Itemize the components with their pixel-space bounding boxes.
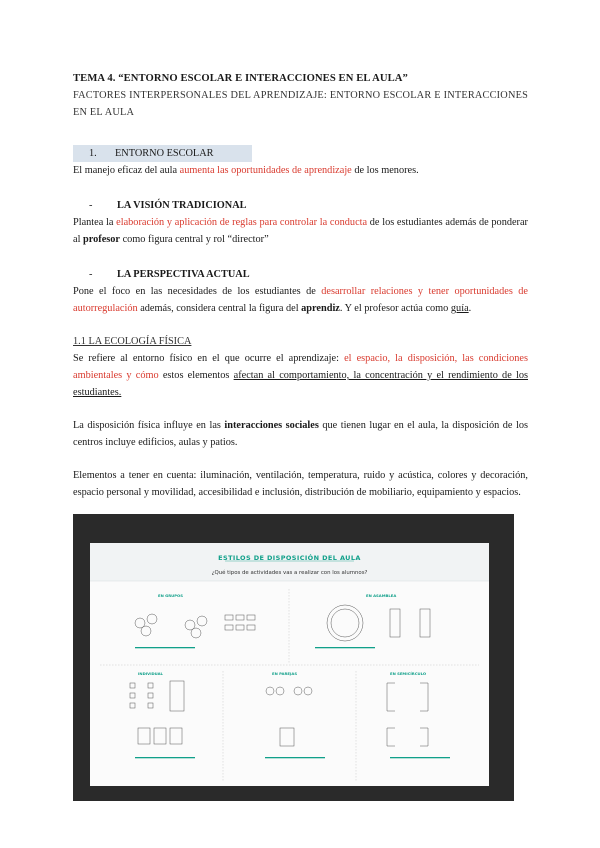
paragraph-2: Plantea la elaboración y aplicación de reglas para controlar la conducta de los estudiantes además de ponderar al profesor como figura central y rol “director”: [73, 217, 528, 245]
panel-label-individual: INDIVIDUAL: [138, 671, 163, 676]
paragraph-3: Pone el foco en las necesidades de los estudiantes de desarrollar relaciones y tener oportunidades de autorregulación además, considera central la figura del aprendiz. Y el profesor actúa como guía.: [73, 286, 528, 314]
document-title: TEMA 4. “ENTORNO ESCOLAR E INTERACCIONES EN EL AULA”: [73, 73, 408, 84]
groups-layout-icon: [135, 614, 255, 638]
pairs-layout-icon: [266, 687, 312, 746]
paragraph-1: El manejo eficaz del aula aumenta las oportunidades de aprendizaje de los menores.: [73, 165, 419, 176]
list-dash: -: [89, 269, 93, 280]
document-subtitle: FACTORES INTERPERSONALES DEL APRENDIZAJE: ENTORNO ESCOLAR E INTERACCIONES EN EL AULA: [73, 90, 528, 118]
classroom-layout-figure: [73, 514, 514, 801]
panel-label-parejas: EN PAREJAS: [272, 671, 298, 676]
panel-label-semicirculo: EN SEMICÍRCULO: [390, 671, 427, 676]
paragraph-6: Elementos a tener en cuenta: iluminación, ventilación, temperatura, ruido y acústica, colores y decoración, espacio personal y movilidad, accesibilidad e inclusión, distribución de mobiliario, equipamiento y espacios.: [73, 470, 528, 498]
highlight-text: aumenta las oportunidades de aprendizaje: [179, 165, 352, 176]
infographic-question: ¿Qué tipos de actividades vas a realizar con los alumnos?: [211, 570, 368, 576]
heading-vision-tradicional: - LA VISIÓN TRADICIONAL: [73, 197, 528, 214]
panel-label-grupos: EN GRUPOS: [158, 593, 183, 598]
infographic-title: ESTILOS DE DISPOSICIÓN DEL AULA: [218, 554, 361, 562]
highlight-text: el espacio, la disposición, las condiciones ambientales y cómo: [73, 353, 528, 381]
individual-layout-icon: [130, 681, 184, 744]
list-dash: -: [89, 200, 93, 211]
panel-label-asamblea: EN ASAMBLEA: [366, 593, 397, 598]
highlight-text: elaboración y aplicación de reglas para controlar la conducta: [116, 217, 368, 228]
paragraph-5: La disposición física influye en las interacciones sociales que tienen lugar en el aula, la disposición de los centros incluye edificios, aulas y patios.: [73, 420, 528, 448]
section-heading-1-1: 1.1 LA ECOLOGÍA FÍSICA: [73, 336, 192, 347]
section-heading-1: [73, 145, 252, 162]
infographic: [90, 543, 489, 786]
paragraph-4: Se refiere al entorno físico en el que ocurre el aprendizaje: el espacio, la disposición, las condiciones ambientales y cómo estos elementos afectan al comportamiento, la concentración y el rendimiento de los estudiantes.: [73, 353, 529, 398]
semicircle-layout-icon: [387, 683, 428, 746]
section-label: ENTORNO ESCOLAR: [115, 148, 214, 159]
document-page: [73, 70, 528, 501]
infographic-drawing: [90, 543, 489, 786]
heading-perspectiva-actual: - LA PERSPECTIVA ACTUAL: [73, 266, 528, 283]
assembly-layout-icon: [327, 605, 430, 641]
highlight-text: desarrollar relaciones y tener oportunidades de autorregulación: [73, 286, 528, 314]
section-number: 1.: [89, 148, 97, 159]
